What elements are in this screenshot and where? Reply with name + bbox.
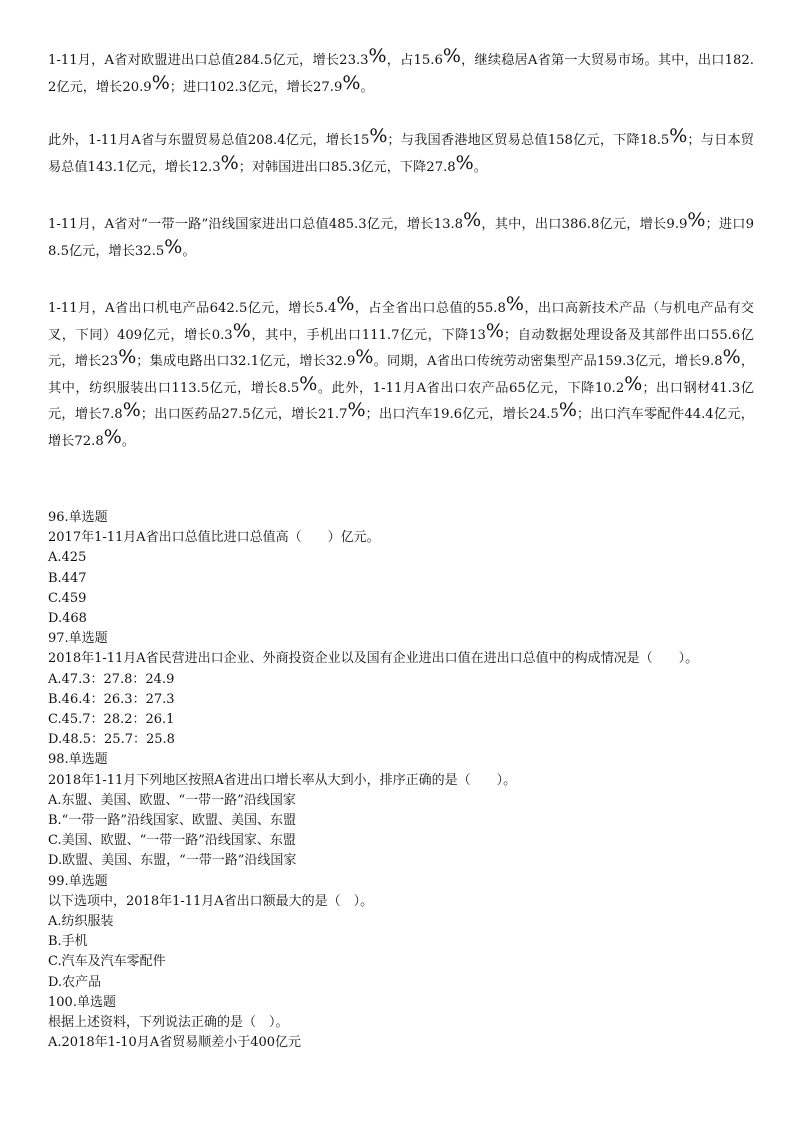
question-97-option-b[interactable]: B.46.4：26.3：27.3 xyxy=(48,691,175,707)
question-97-stem: 2018年1-11月A省民营进出口企业、外商投资企业以及国有企业进出口值在进出口总值中的构成情况是（ ）。 xyxy=(48,651,699,667)
question-99-header: 99.单选题 xyxy=(48,873,108,889)
percent-sign: % xyxy=(103,425,122,448)
question-98-option-c[interactable]: C.美国、欧盟、“一带一路”沿线国家、东盟 xyxy=(48,833,296,849)
percent-sign: % xyxy=(122,399,141,421)
percent-sign: % xyxy=(347,399,366,421)
percent-sign: % xyxy=(164,235,183,258)
percent-sign: % xyxy=(558,399,577,421)
percent-sign: % xyxy=(722,346,741,368)
question-99-option-b[interactable]: B.手机 xyxy=(48,934,88,950)
question-96-option-a[interactable]: A.425 xyxy=(48,550,87,566)
question-100-stem: 根据上述资料，下列说法正确的是（ ）。 xyxy=(48,1015,289,1031)
percent-sign: % xyxy=(232,319,251,342)
question-96-stem: 2017年1-11月A省出口总值比进口总值高（ ）亿元。 xyxy=(48,530,380,546)
question-98-option-b[interactable]: B.“一带一路”沿线国家、欧盟、美国、东盟 xyxy=(48,813,296,829)
percent-sign: % xyxy=(687,209,706,231)
question-96-option-d[interactable]: D.468 xyxy=(48,611,87,627)
question-96-option-b[interactable]: B.447 xyxy=(48,570,87,586)
paragraph-export-products: 1-11月，A省出口机电产品642.5亿元，增长5.4%，占全省出口总值的55.8%，出口高新技术产品（与机电产品有交叉，下同）409亿元，增长0.3%，其中，手机出口111.7亿元，下降13%；自动数据处理设备及其部件出口55.6亿元，增长23%；集成电路出口32.1亿元，增长32.9%。同期，A省出口传统劳动密集型产品159.3亿元，增长9.8%，其中，纺织服装出口113.5亿元，增长8.5%。此外，1-11月A省出口农产品65亿元，下降10.2%；出口钢材41.3亿元，增长7.8%；出口医药品27.5亿元，增长21.7%；出口汽车19.6亿元，增长24.5%；出口汽车零配件44.4亿元，增长72.8%。 xyxy=(48,293,755,449)
question-99-option-a[interactable]: A.纺织服装 xyxy=(48,914,114,930)
percent-sign: % xyxy=(463,209,482,231)
question-list xyxy=(48,508,768,1053)
percent-sign: % xyxy=(118,346,137,368)
percent-sign: % xyxy=(355,346,374,368)
question-99-stem: 以下选项中，2018年1-11月A省出口额最大的是（ ）。 xyxy=(48,893,374,909)
question-97-option-d[interactable]: D.48.5：25.7：25.8 xyxy=(48,732,175,748)
question-96-option-c[interactable]: C.459 xyxy=(48,590,87,606)
percent-sign: % xyxy=(485,319,504,342)
question-96-header: 96.单选题 xyxy=(48,510,108,525)
question-97-header: 97.单选题 xyxy=(48,631,108,647)
percent-sign: % xyxy=(455,151,474,174)
question-99-option-c[interactable]: C.汽车及汽车零配件 xyxy=(48,954,166,970)
question-99-option-d[interactable]: D.农产品 xyxy=(48,974,102,990)
percent-sign: % xyxy=(342,71,361,94)
question-98-header: 98.单选题 xyxy=(48,752,108,768)
paragraph-asean-trade: 此外，1-11月A省与东盟贸易总值208.4亿元，增长15%；与我国香港地区贸易总值158亿元，下降18.5%；与日本贸易总值143.1亿元，增长12.3%；对韩国进出口85.3亿元，下降27.8%。 xyxy=(48,125,754,175)
question-98-stem: 2018年1-11月下列地区按照A省进出口增长率从大到小，排序正确的是（ ）。 xyxy=(48,772,517,788)
percent-sign: % xyxy=(505,293,524,315)
question-100-header: 100.单选题 xyxy=(48,994,116,1010)
question-97-option-a[interactable]: A.47.3：27.8：24.9 xyxy=(48,671,175,687)
paragraph-belt-road-trade: 1-11月，A省对“一带一路”沿线国家进出口总值485.3亿元，增长13.8%，其中，出口386.8亿元，增长9.9%；进口98.5亿元，增长32.5%。 xyxy=(48,209,754,259)
percent-sign: % xyxy=(624,372,643,395)
percent-sign: % xyxy=(336,293,355,315)
question-97-option-c[interactable]: C.45.7：28.2：26.1 xyxy=(48,712,175,728)
question-100-option-a[interactable]: A.2018年1-10月A省贸易顺差小于400亿元 xyxy=(48,1035,302,1051)
percent-sign: % xyxy=(220,151,239,174)
question-98-option-a[interactable]: A.东盟、美国、欧盟、“一带一路”沿线国家 xyxy=(48,792,296,808)
percent-sign: % xyxy=(369,125,388,147)
percent-sign: % xyxy=(368,45,387,67)
question-98-option-d[interactable]: D.欧盟、美国、东盟，“一带一路”沿线国家 xyxy=(48,853,297,869)
paragraph-eu-trade: 1-11月，A省对欧盟进出口总值284.5亿元，增长23.3%，占15.6%，继续稳居A省第一大贸易市场。其中，出口182.2亿元，增长20.9%；进口102.3亿元，增长27.9%。 xyxy=(48,45,755,95)
percent-sign: % xyxy=(669,125,688,147)
percent-sign: % xyxy=(299,372,318,395)
percent-sign: % xyxy=(151,71,170,94)
percent-sign: % xyxy=(442,45,461,67)
